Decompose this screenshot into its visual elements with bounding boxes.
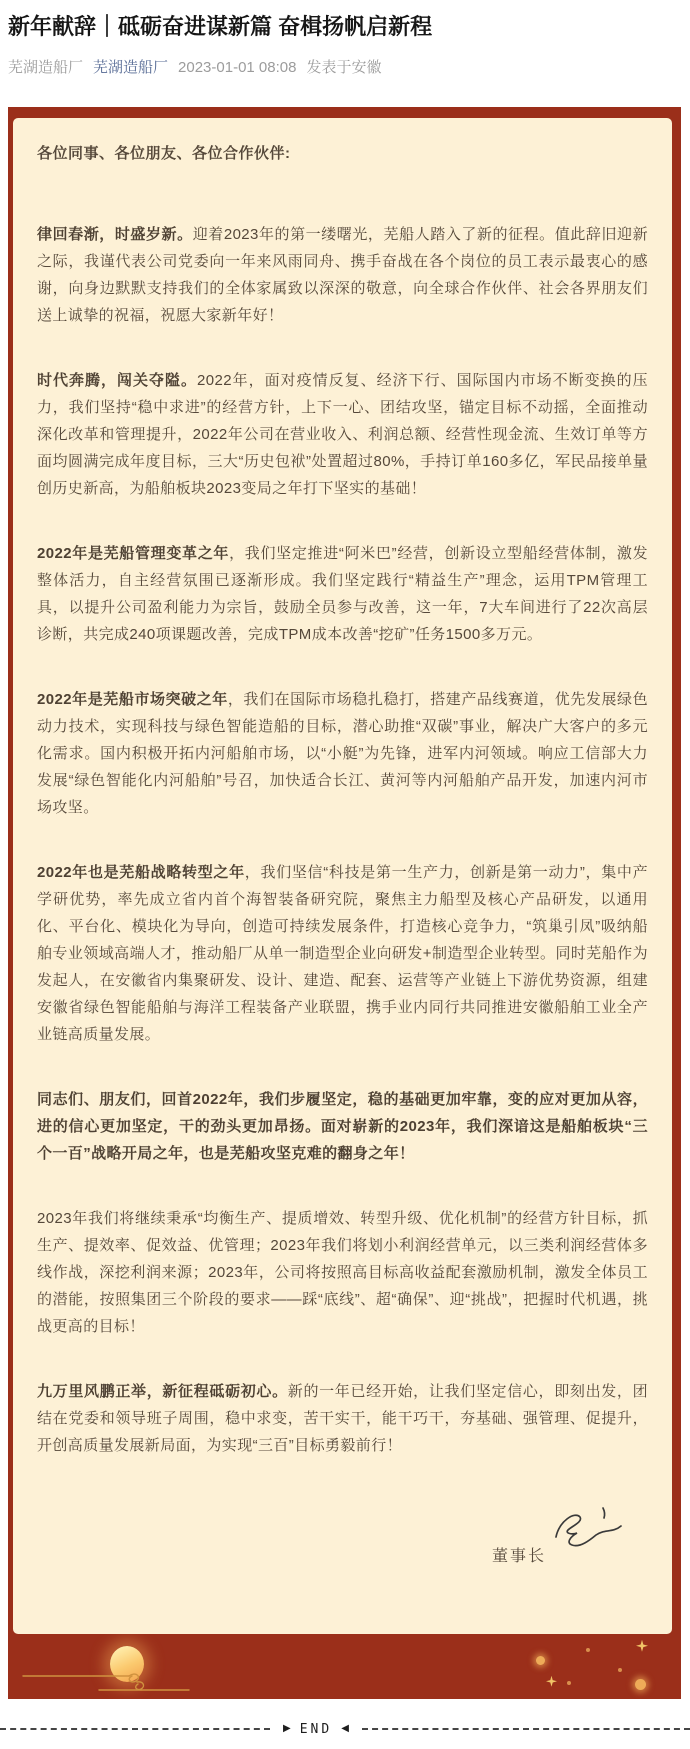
end-divider [0,1722,690,1745]
paragraph-lead: 律回春渐，时盛岁新。 [37,225,193,243]
page-title: 新年献辞｜砥砺奋进谋新篇 奋楫扬帆启新程 [8,14,433,39]
glow-dot-icon [536,1656,545,1665]
end-label: END [299,1721,333,1737]
letter-body [37,221,648,1459]
letter-paragraph: 九万里风鹏正举，新征程砥砺初心。新的一年已经开始，让我们坚定信心，即刻出发，团结在党委和领导班子周围，稳中求变，苦干实干，能干巧干，夯基础、强管理、促提升，开创高质量发展新局面，为实现“三百”目标勇毅前行！ [37,1382,648,1454]
right-triangle-icon: ▶ [283,1723,291,1735]
glow-dot-icon [635,1679,646,1690]
letter-paragraph: 2022年是芜船市场突破之年，我们在国际市场稳扎稳打，搭建产品线赛道，优先发展绿色动力技术，实现科技与绿色智能造船的目标，潜心助推“双碳”事业，解决广大客户的多元化需求。国内积极开拓内河船舶市场，以“小艇”为先锋，进军内河领域。响应工信部大力发展“绿色智能化内河船舶”号召，加快适合长江、黄河等内河船舶产品开发，加速内河市场攻坚。 [37,690,648,816]
letter-paragraph: 同志们、朋友们，回首2022年，我们步履坚定，稳的基础更加牢靠，变的应对更加从容，进的信心更加坚定，干的劲头更加昂扬。面对崭新的2023年，我们深谙这是船舶板块“三个一百”战略开局之年，也是芜船攻坚克难的翻身之年！ [37,1090,648,1162]
letter-panel [13,118,672,1634]
left-triangle-icon: ◀ [341,1723,349,1735]
byline-datetime: 2023-01-01 08:08 [178,58,297,76]
paragraph-lead: 2022年是芜船市场突破之年 [37,690,228,708]
end-marker [270,1722,362,1737]
signature-block [37,1505,648,1568]
letter-paragraph: 律回春渐，时盛岁新。迎着2023年的第一缕曙光，芜船人踏入了新的征程。值此辞旧迎新之际，我谨代表公司党委向一年来风雨同舟、携手奋战在各个岗位的员工表示最衷心的感谢，向身边默默支持我们的全体家属致以深深的敬意，向全球合作伙伴、社会各界朋友们送上诚挚的祝福，祝愿大家新年好！ [37,225,648,324]
byline [0,57,690,79]
letter-paragraph: 2022年也是芜船战略转型之年，我们坚信“科技是第一生产力，创新是第一动力”，集中产学研优势，率先成立省内首个海智装备研究院，聚焦主力船型及核心产品研发，以通用化、平台化、模块化为导向，创造可持续发展条件，打造核心竞争力，“筑巢引凤”吸纳船舶专业领域高端人才，推动船厂从单一制造型企业向研发+制造型企业转型。同时芜船作为发起人，在安徽省内集聚研发、设计、建造、配套、运营等产业链上下游优势资源，组建安徽省绿色智能船舶与海洋工程装备产业联盟，携手业内同行共同推进安徽船舶工业全产业链高质量发展。 [37,863,648,1043]
sparkle-star-icon [636,1640,648,1652]
paragraph-lead: 2022年是芜船管理变革之年 [37,544,230,562]
tiny-dot-icon [567,1681,571,1685]
tiny-dot-icon [586,1648,590,1652]
cloud-lines-icon [21,1670,191,1699]
letter-greeting: 各位同事、各位朋友、各位合作伙伴: [37,144,291,162]
letter-card [8,107,681,1699]
letter-paragraph: 2023年我们将继续秉承“均衡生产、提质增效、转型升级、优化机制”的经营方针目标，抓生产、提效率、促效益、优管理；2023年我们将划小利润经营单元，以三类利润经营体多线作战，深挖利润来源；2023年，公司将按照高目标高收益配套激励机制，激发全体员工的潜能，按照集团三个阶段的要求——踩“底线”、超“确保”、迎“挑战”，把握时代机遇，挑战更高的目标！ [37,1209,648,1335]
paragraph-lead: 时代奔腾，闯关夺隘。 [37,371,198,389]
letter-paragraph: 时代奔腾，闯关夺隘。2022年，面对疫情反复、经济下行、国际国内市场不断变换的压力，我们坚持“稳中求进”的经营方针，上下一心、团结攻坚，锚定目标不动摇，全面推动深化改革和管理提升，2022年公司在营业收入、利润总额、经营性现金流、生效订单等方面均圆满完成年度目标，三大“历史包袱”处置超过80%，手持订单160多亿，军民品接单量创历史新高，为船舶板块2023变局之年打下坚实的基础！ [37,371,648,497]
signature-title: 董事长 [491,1547,546,1565]
paragraph-lead: 九万里风鹏正举，新征程砥砺初心。 [37,1382,288,1400]
byline-location: 发表于安徽 [306,58,382,76]
end-divider-dash-left [0,1728,270,1730]
sparkle-star-icon [546,1676,557,1687]
letter-paragraph: 2022年是芜船管理变革之年，我们坚定推进“阿米巴”经营，创新设立型船经营体制，激发整体活力，自主经营氛围已逐渐形成。我们坚定践行“精益生产”理念，运用TPM管理工具，以提升公司盈利能力为宗旨，鼓励全员参与改善，这一年，7大车间进行了22次高层诊断，共完成240项课题改善，完成TPM成本改善“挖矿”任务1500多万元。 [37,544,648,643]
signature-icon [550,1505,628,1562]
tiny-dot-icon [618,1668,622,1672]
card-footer-decoration [13,1634,672,1699]
byline-account-link[interactable]: 芜湖造船厂 [93,58,169,76]
byline-author: 芜湖造船厂 [8,58,84,76]
end-divider-dash-right [362,1728,690,1730]
paragraph-lead: 2022年也是芜船战略转型之年 [37,863,245,881]
